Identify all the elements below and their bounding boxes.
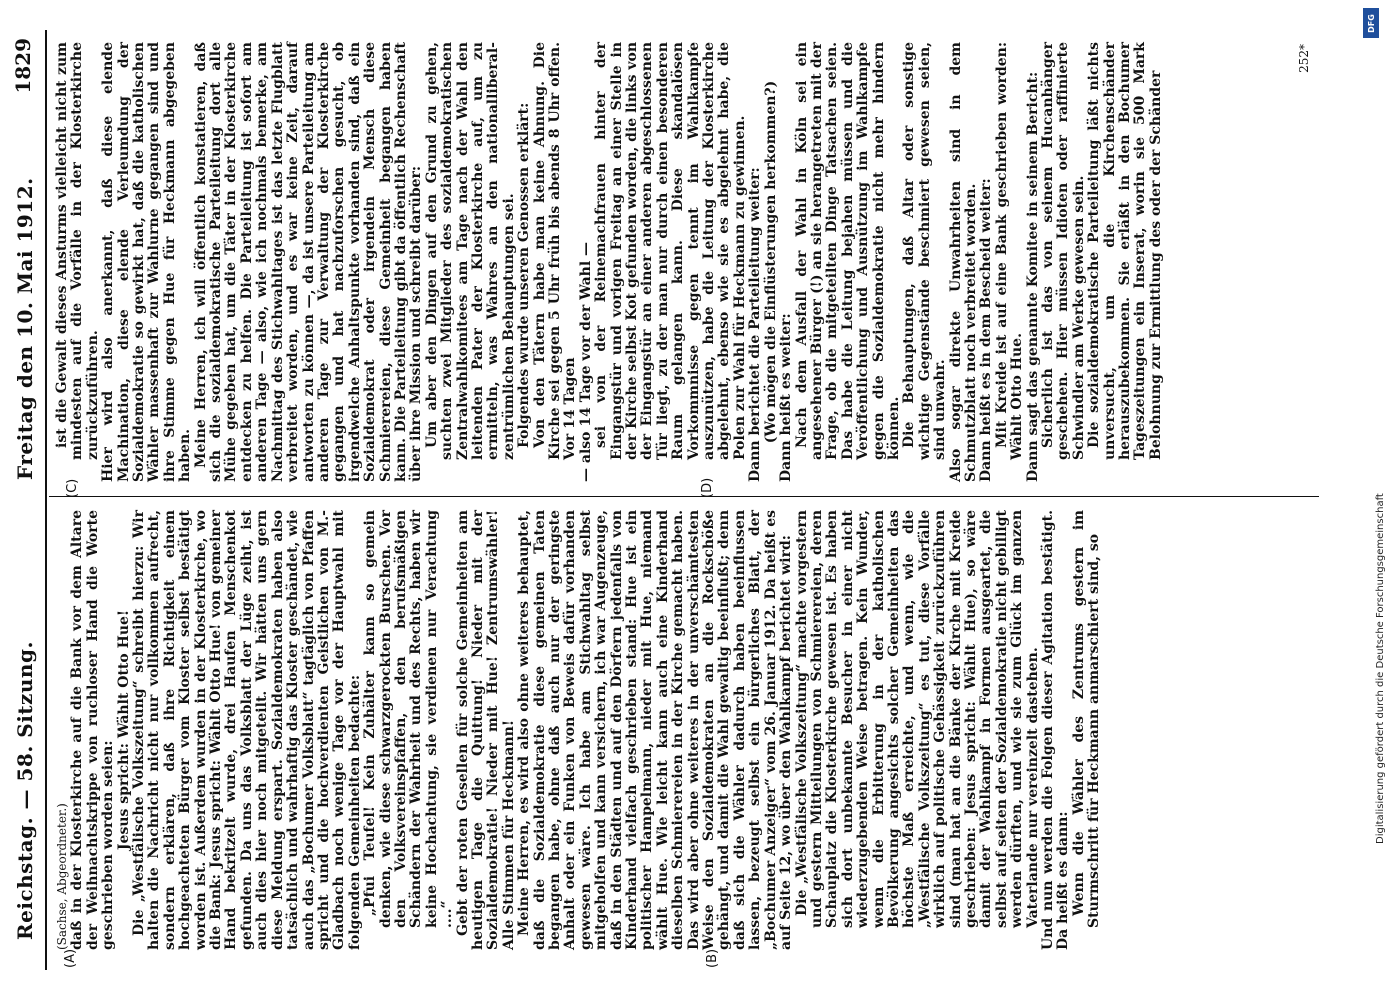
margin-mark-d: (D) (700, 477, 715, 498)
paragraph: Dann heißt es weiter: (778, 313, 795, 482)
document-page (5, 30, 1325, 970)
block-quote: Von den Tätern habe man keine Ahnung. Die Kirche sei gegen 5 Uhr früh bis abends 8 Uhr offen. Vor 14 Tagen (531, 42, 579, 460)
paragraph: Die „Westfälische Volkszeitung“ schreibt hierzu: Wir halten die Nachricht nicht nur vollkommen aufrecht, sondern erklären, daß ihre Richtigkeit einem hochgeachteten Bürger vom Kloster selbst bestätigt worden ist. Außerdem wurden in der Klosterkirche, wo die Bank: Jesus spricht: Wählt Otto Hue! von gemeiner Hand bekritzelt wurde, drei Haufen Menschenkot gefunden. Da uns das Volksblatt der Lüge zeiht, ist auch dies hier noch mitgeteilt. Wir hätten uns gern diese Meldung erspart. Sozialdemokraten haben also tatsächlich und wahrhaftig das Kloster geschändet, wie auch das „Bochumer Volksblatt“ tagtäglich von Pfaffen spricht und die hochverdienten Geistlichen von M.-Gladbach noch wenige Tage vor der Hauptwahl mit folgenden Gemeinheiten bedachte: (131, 510, 363, 950)
paragraph: Meine Herren, ich will öffentlich konstatieren, daß sich die sozialdemokratische Parteileitung dort alle Mühe gegeben hat, um die Täter in der Klosterkirche entdecken zu helfen. Die Parteileitung ist sofort am anderen Tage — also, wie ich nochmals bemerke, am Nachmittag des Stichwahltages ist das letzte Flugblatt verbreitet worden, und es war keine Zeit, darauf antworten zu können —, da ist unsere Parteileitung am anderen Tage zur Verwaltung der Klosterkirche gegangen und hat nachzuforschen gesucht, ob irgendwelche Anhaltspunkte vorhanden sind, daß ein Sozialdemokrat oder irgendein Mensch diese Schmierereien, diese Gemeinheit begangen haben kann. Die Parteileitung gibt da öffentlich Rechenschaft über ihre Mission und schreibt darüber: (192, 42, 425, 482)
block-quote: Mit Kreide ist auf eine Bank geschrieben worden: Wählt Otto Hue. (993, 42, 1026, 460)
paragraph: Hier wird also anerkannt, daß diese elende Machination, diese elende Verleumdung der Sozialdemokratie so gewirkt hat, daß die katholischen Wähler massenhaft zur Wahlurne gegangen sind und ihre Stimme gegen Hue für Heckmann abgegeben haben. (100, 42, 194, 482)
signature-mark: 252* (1297, 44, 1311, 73)
header-date: Freitag den 10. Mai 1912. (13, 177, 37, 480)
column-divider (49, 496, 1319, 497)
speaker-note: (Sachse, Abgeordneter.) (55, 803, 69, 950)
margin-mark-b: (B) (705, 948, 720, 968)
paragraph: Dann heißt es in dem Bescheid weiter: (978, 178, 995, 482)
block-quote: Die Behauptungen, daß Altar oder sonstige wichtige Gegenstände beschmiert gewesen seien, sind unwahr. (901, 42, 949, 460)
block-quote: Die „Westfälische Volkszeitung“ machte vorgestern und gestern Mitteilungen von Schmierereien, deren Schauplatz die Klosterkirche gewesen ist. Es haben sich dort unbekannte Besucher in einer nicht wiederzugebenden Weise betragen. Kein Wunder, wenn die Erbitterung in der katholischen Bevölkerung angesichts solcher Gemeinheiten das höchste Maß erreichte, und wenn, wie die „Westfälische Volkszeitung“ es tut, diese Vorfälle wirklich auf politische Gehässigkeit zurückzuführen sind (man hat an die Bänke der Kirche mit Kreide geschrieben: Jesus spricht: Wählt Hue), so wäre damit der Wahlkampf in Formen ausgeartet, die selbst auf seiten der Sozialdemokratie nicht gebilligt werden dürften, und wie sie zum Glück im ganzen Vaterlande nur vereinzelt dastehen. (793, 510, 1041, 928)
block-quote: Sicherlich ist das von seinem Hucanhänger geschehen. Hier müssen Idioten oder raffinierte Schwindler am Werke gewesen sein. (1040, 42, 1087, 460)
block-quote: Nach dem Ausfall der Wahl in Köln sei ein angesehener Bürger (!) an sie herangetreten mit der Frage, ob die mitgeteilten Dinge Tatsachen seien. Das habe die Leitung bejahen müssen und die Veröffentlichung und Ausnützung im Wahlkampfe gegen die Sozialdemokratie nicht mehr hindern können. (793, 42, 902, 460)
digitization-note (1361, 44, 1386, 844)
left-column (55, 510, 1103, 950)
paragraph: Gebt der roten Gesellen für solche Gemeinheiten am heutigen Tage die Quittung! Nieder mit der Sozialdemokratie! Nieder mit Hue! Zentrumswähler! Alle Stimmen für Heckmann! (454, 510, 517, 950)
margin-mark-c: (C) (65, 478, 80, 498)
running-head (5, 30, 47, 970)
dfg-logo-text: DFG (1366, 13, 1376, 33)
paragraph: Und nun werden die Folgen dieser Agitation bestätigt. Da heißt es dann: (1040, 510, 1072, 950)
paragraph: Dann berichtet die Parteileitung weiter: (747, 167, 764, 482)
paragraph: Dann sagt das genannte Komitee in seinem Bericht: (1024, 71, 1041, 482)
paragraph: daß in der Klosterkirche auf die Bank vor dem Altare der Weihnachtskrippe von ruchloser Hand die Worte geschrieben worden seien: (69, 510, 117, 950)
block-quote: ist die Gewalt dieses Ansturms vielleicht nicht zum mindesten auf die Vorfälle in der Klosterkirche zurückzuführen. (54, 42, 101, 460)
block-quote: „Pfui Teufel! Kein Zuhälter kann so gemein denken, wie diese schwarzgerockten Burschen. Vor den Volksvereinspfaffen, den berufsmäßigen Schändern der Wahrheit und des Rechts, haben wir keine Hochachtung, sie verdienen nur Verachtung ....“ (362, 510, 456, 928)
paragraph: Meine Herren, es wird also ohne weiteres behauptet, daß die Sozialdemokratie diese gemeinen Taten begangen habe, ohne daß auch nur der geringste Anhalt oder ein Funken von Beweis dafür vorhanden gewesen wäre. Ich habe am Stichwahltag selbst mitgeholfen und kann versichern, ich war Augenzeuge, daß in den Städten und auf den Dörfern jedenfalls von Kinderhand vielfach geschrieben stand: Hue ist ein politischer Hampelmann, nieder mit Hue, niemand wählt Hue. Wie leicht kann auch eine Kinderhand dieselben Schmierereien in der Kirche gemacht haben. Das wird aber ohne weiteres in der unverschämtesten Weise den Sozialdemokraten an die Rockschöße gehängt, und damit die Wahl gewaltig beeinflußt; denn daß sich die Wähler dadurch haben beeinflussen lassen, bezeugt selbst ein bürgerliches Blatt, der „Bochumer Anzeiger“ vom 26. Januar 1912. Da heißt es auf Seite 12, wo über den Wahlkampf berichtet wird: (516, 510, 795, 950)
digitization-text: Digitalisierung gefördert durch die Deutsche Forschungsgemeinschaft (1375, 493, 1386, 844)
inscription-quote: Jesus spricht: Wählt Otto Hue! (115, 609, 132, 851)
right-column (55, 42, 1164, 482)
block-quote: Wenn die Wähler des Zentrums gestern im Sturmschritt für Heckmann anmarschiert sind, so (1070, 510, 1103, 928)
interjection: (Wo mögen die Einflüsterungen herkommen?) (762, 80, 779, 444)
block-quote: Um aber den Dingen auf den Grund zu gehen, suchten zwei Mitglieder des sozialdemokratischen Zentralwahlkomitees am Tage nach der Wahl den leitenden Pater der Klosterkirche auf, um zu ermitteln, was Wahres an den nationalliberal-zentrümlichen Behauptungen sei. (423, 42, 517, 460)
header-session: Reichstag. — 58. Sitzung. (13, 641, 37, 940)
block-quote: sei von der Reinemachfrauen hinter der Eingangstür und vorigen Freitag an einer Stelle in der Kirche selbst Kot gefunden worden, die links von der Eingangstür an einer anderen abgeschlossenen Tür liegt, zu der man nur durch einen besonderen Raum gelangen kann. Diese skandalösen Vorkommnisse gegen tennt im Wahlkampfe auszunützen, habe die Leitung der Klosterkirche abgelehnt, ebenso wie sie es abgelehnt habe, die Polen zur Wahl für Heckmann zu gewinnen. (593, 42, 748, 460)
block-quote: Die sozialdemokratische Parteileitung läßt nichts unversucht, um die Kirchenschänder herauszubekommen. Sie erläßt in den Bochumer Tageszeitungen ein Inserat, worin sie 500 Mark Belohnung zur Ermittlung des oder der Schänder (1086, 42, 1164, 460)
interjection: — also 14 Tage vor der Wahl — (577, 241, 594, 482)
page-number: 1829 (11, 38, 35, 94)
margin-mark-a: (A) (63, 948, 78, 968)
dfg-logo (1363, 8, 1379, 38)
paragraph: Also sogar direkte Unwahrheiten sind in dem Schmutzblatt noch verbreitet worden. (947, 42, 979, 482)
block-quote: Folgendes wurde unseren Genossen erklärt: (516, 102, 533, 448)
